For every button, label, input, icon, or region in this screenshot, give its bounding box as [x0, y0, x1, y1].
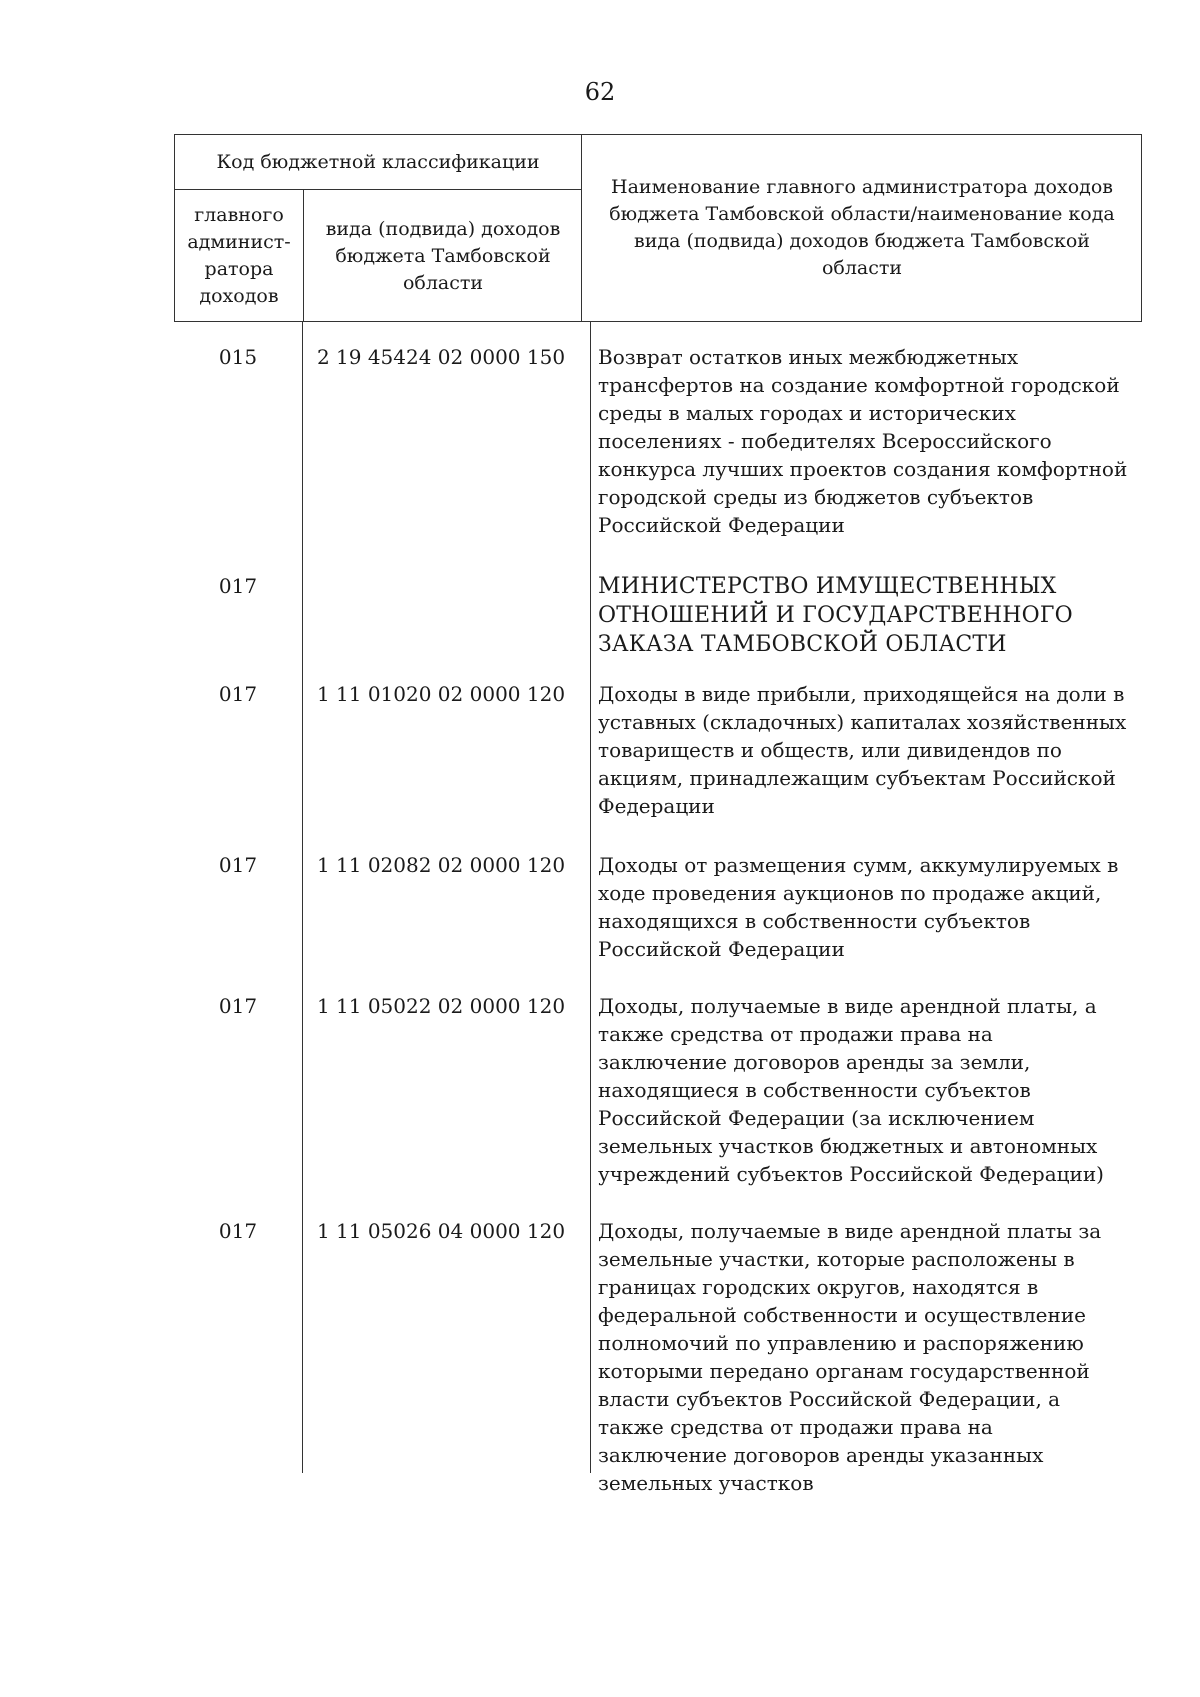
admin-code: 017	[218, 682, 258, 706]
admin-code: 015	[218, 345, 258, 369]
header-name: Наименование главного администратора доходов бюджета Тамбовской области/наименование кода вида (подвида) доходов бюджета Тамбовской области	[609, 176, 1115, 279]
body-divider-1	[302, 321, 303, 1473]
header-group-label: Код бюджетной классификации	[216, 150, 540, 173]
income-code: 1 11 01020 02 0000 120	[316, 682, 566, 706]
administrator-name: МИНИСТЕРСТВО ИМУЩЕСТВЕННЫХ ОТНОШЕНИЙ И ГОСУДАРСТВЕННОГО ЗАКАЗА ТАМБОВСКОЙ ОБЛАСТИ	[598, 574, 1073, 657]
income-name: Возврат остатков иных межбюджетных трансфертов на создание комфортной городской среды в малых городах и исторических поселениях - победителях Всероссийского конкурса лучших проектов создания комфортной городской среды из бюджетов субъектов Российской Федерации	[598, 345, 1128, 537]
header-group-divider	[175, 189, 581, 190]
header-admin-code: главного админист-ратора доходов	[187, 204, 291, 307]
income-code: 1 11 02082 02 0000 120	[316, 853, 566, 877]
page-number: 62	[584, 78, 616, 106]
income-name: Доходы в виде прибыли, приходящейся на доли в уставных (складочных) капиталах хозяйственных товариществ и обществ, или дивидендов по акциям, принадлежащим субъектам Российской Федерации	[598, 682, 1127, 818]
income-code: 2 19 45424 02 0000 150	[316, 345, 566, 369]
header-income-code: вида (подвида) доходов бюджета Тамбовской области	[325, 217, 561, 294]
admin-code: 017	[218, 853, 258, 877]
admin-code: 017	[218, 994, 258, 1018]
header-divider-1	[303, 189, 304, 321]
income-code: 1 11 05022 02 0000 120	[316, 994, 566, 1018]
header-divider-2	[581, 135, 582, 321]
body-divider-2	[590, 321, 591, 1473]
income-name: Доходы, получаемые в виде арендной платы, а также средства от продажи права на заключение договоров аренды за земли, находящиеся в собственности субъектов Российской Федерации (за исключением земельных участков бюджетных и автономных учреждений субъектов Российской Федерации)	[598, 994, 1104, 1186]
admin-code: 017	[218, 574, 258, 598]
admin-code: 017	[218, 1219, 258, 1243]
income-code: 1 11 05026 04 0000 120	[316, 1219, 566, 1243]
income-name: Доходы от размещения сумм, аккумулируемых в ходе проведения аукционов по продаже акций, находящихся в собственности субъектов Российской Федерации	[598, 853, 1119, 961]
income-name: Доходы, получаемые в виде арендной платы за земельные участки, которые расположены в границах городских округов, находятся в федеральной собственности и осуществление полномочий по управлению и распоряжению которыми передано органам государственной власти субъектов Российской Федерации, а также средства от продажи права на заключение договоров аренды указанных земельных участков	[598, 1219, 1102, 1495]
table-header	[174, 134, 1142, 322]
